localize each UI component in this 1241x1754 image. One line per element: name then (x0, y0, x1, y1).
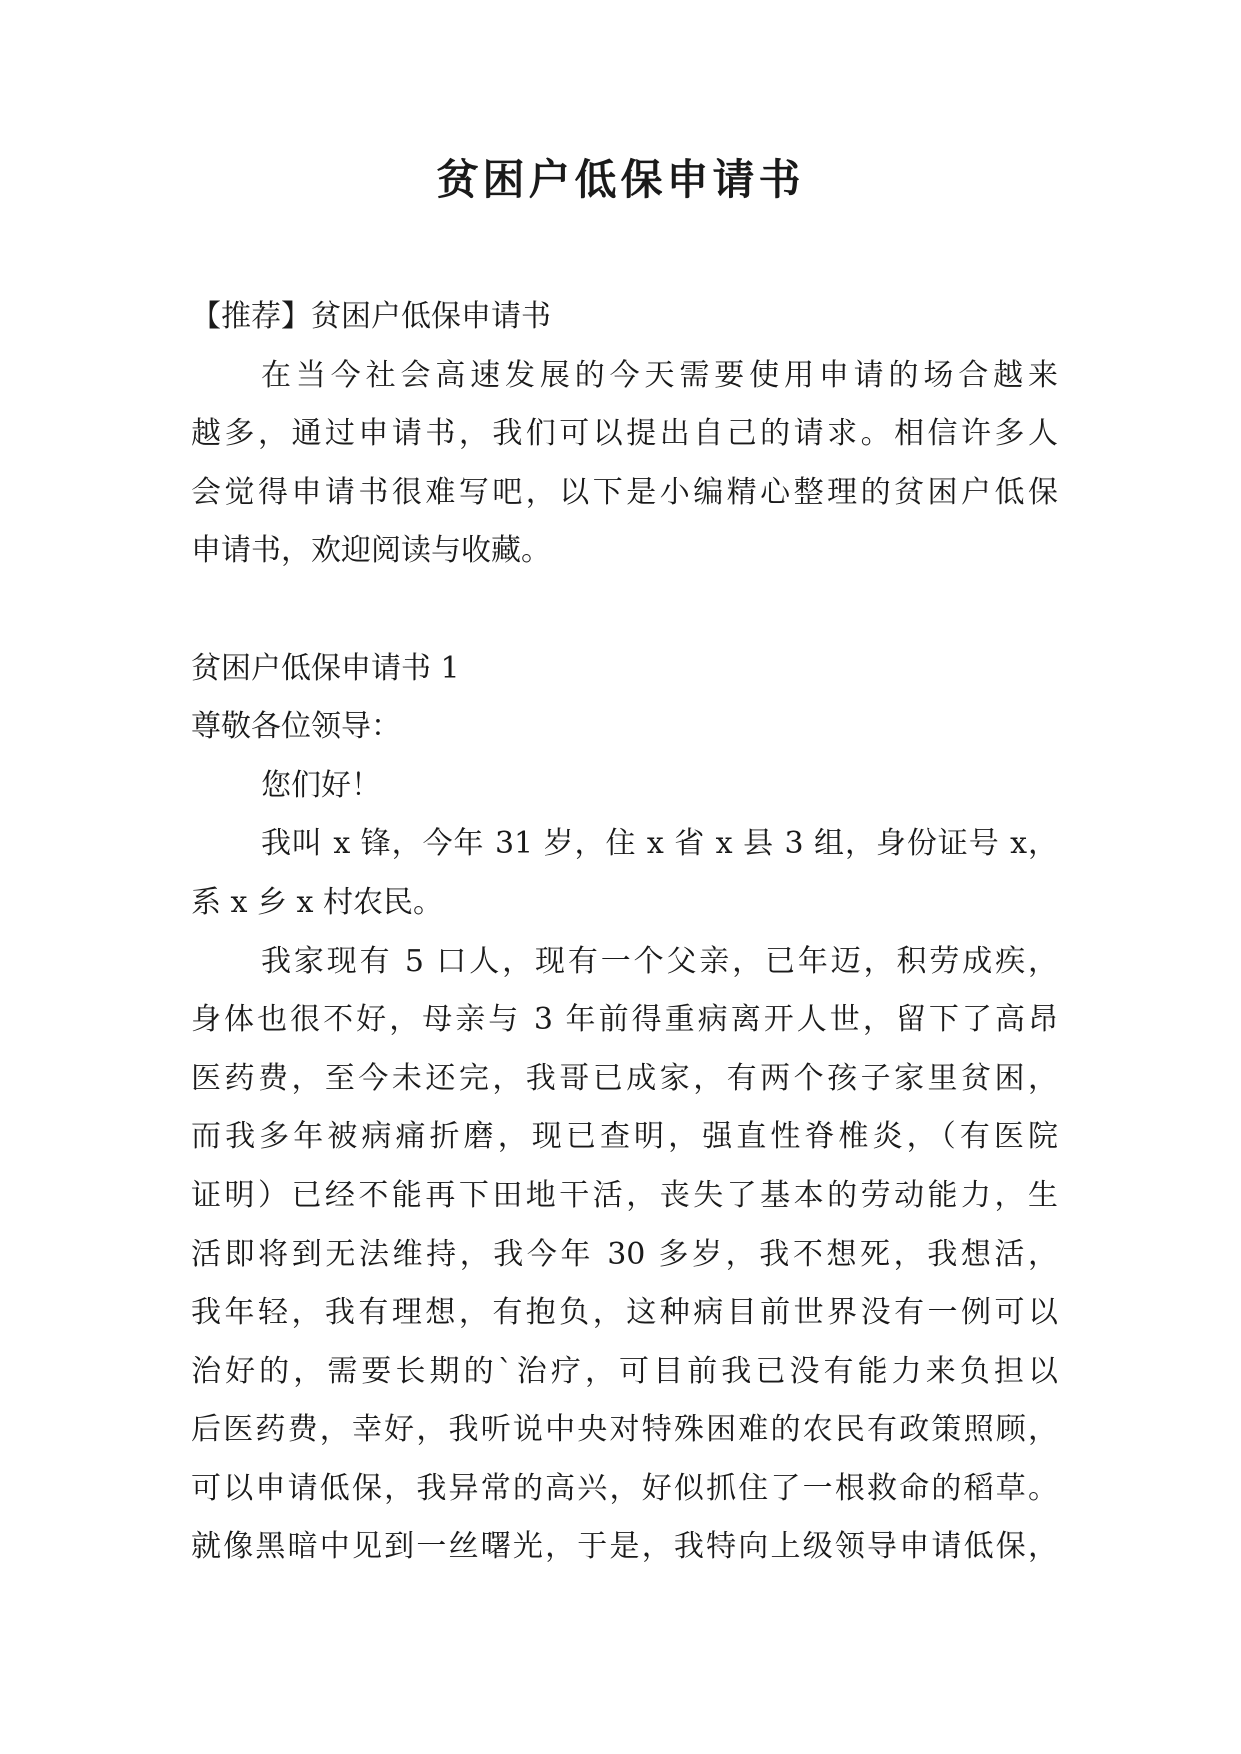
letter-paragraph (191, 933, 1058, 1578)
letter-section (191, 640, 1058, 1578)
intro-heading: 【推荐】贫困户低保申请书 (191, 299, 551, 334)
intro-paragraph (191, 347, 1058, 581)
document-body (191, 288, 1058, 1577)
paragraph-line: 我叫 x 锋，今年 31 岁，住 x 省 x 县 3 组，身份证号 x， (261, 826, 1058, 862)
paragraph-line: 后医药费，幸好，我听说中央对特殊困难的农民有政策照顾， (191, 1412, 1058, 1448)
paragraph-line: 就像黑暗中见到一丝曙光，于是，我特向上级领导申请低保， (191, 1529, 1058, 1565)
intro-section (191, 288, 1058, 581)
paragraph-line: 越多，通过申请书，我们可以提出自己的请求。相信许多人 (191, 416, 1058, 452)
paragraph-line: 申请书，欢迎阅读与收藏。 (191, 533, 551, 569)
paragraph-line: 系 x 乡 x 村农民。 (191, 884, 443, 920)
document-title: 贫困户低保申请书 (436, 155, 805, 204)
letter-greeting: 您们好！ (261, 767, 381, 803)
blank-line (191, 581, 1058, 640)
paragraph-line: 我家现有 5 口人，现有一个父亲，已年迈，积劳成疾， (261, 943, 1058, 979)
paragraph-line: 在当今社会高速发展的今天需要使用申请的场合越来 (261, 357, 1058, 393)
paragraph-line: 身体也很不好，母亲与 3 年前得重病离开人世，留下了高昂 (191, 1002, 1058, 1038)
paragraph-line: 可以申请低保，我异常的高兴，好似抓住了一根救命的稻草。 (191, 1470, 1058, 1506)
letter-salutation: 尊敬各位领导： (191, 709, 401, 745)
paragraph-line: 证明）已经不能再下田地干活，丧失了基本的劳动能力，生 (191, 1177, 1058, 1213)
letter-heading: 贫困户低保申请书 1 (191, 650, 460, 686)
paragraph-line: 我年轻，我有理想，有抱负，这种病目前世界没有一例可以 (191, 1295, 1058, 1331)
paragraph-line: 活即将到无法维持，我今年 30 多岁，我不想死，我想活， (191, 1236, 1058, 1272)
paragraph-line: 治好的，需要长期的`治疗，可目前我已没有能力来负担以 (191, 1353, 1058, 1389)
letter-paragraph (191, 815, 1058, 932)
paragraph-line: 会觉得申请书很难写吧，以下是小编精心整理的贫困户低保 (191, 474, 1058, 510)
paragraph-line: 而我多年被病痛折磨，现已查明，强直性脊椎炎，（有医院 (191, 1119, 1058, 1155)
paragraph-line: 医药费，至今未还完，我哥已成家，有两个孩子家里贫困， (191, 1060, 1058, 1096)
